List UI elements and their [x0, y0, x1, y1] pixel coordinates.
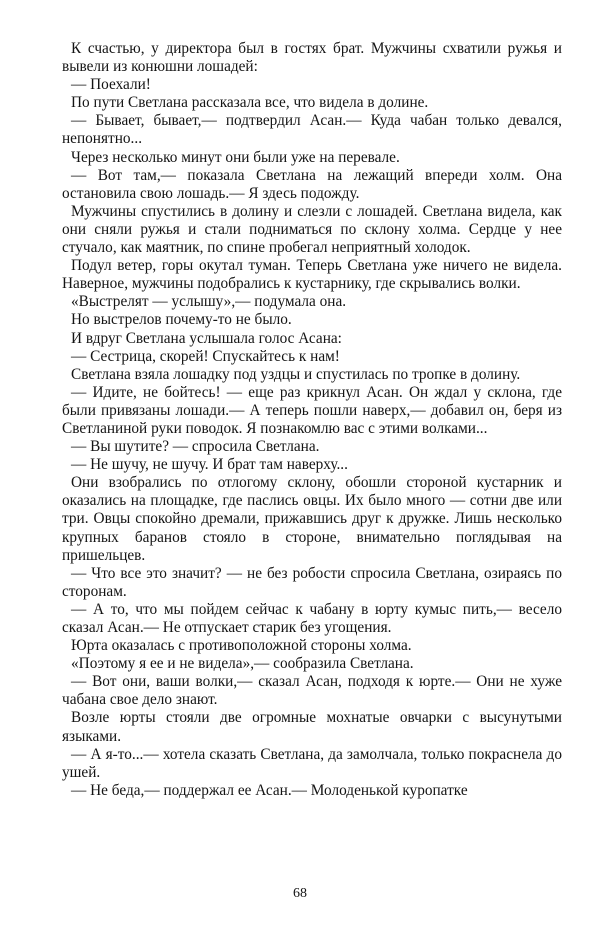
- paragraph: — А я-то...— хотела сказать Светлана, да замолчала, только покраснела до ушей.: [62, 745, 562, 781]
- paragraph: Юрта оказалась с противоположной стороны холма.: [71, 637, 412, 655]
- paragraph: — Не шучу, не шучу. И брат там наверху...: [71, 456, 348, 474]
- text-column: [62, 40, 562, 800]
- paragraph: — Поехали!: [71, 76, 151, 94]
- paragraph: — Вы шутите? — спросила Светлана.: [71, 438, 320, 456]
- paragraph: Они взобрались по отлогому склону, обошли стороной кустарник и оказались на площадке, где паслись овцы. Их было много — сотни две или три. Овцы спокойно дремали, прижавшись друг к дружке. Лишь несколько крупных баранов стояло в стороне, внимательно поглядывая на пришельцев.: [62, 474, 562, 564]
- paragraph: — А то, что мы пойдем сейчас к чабану в юрту кумыс пить,— весело сказал Асан.— Не отпускает старик без угощения.: [62, 600, 562, 636]
- paragraph: «Поэтому я ее и не видела»,— сообразила Светлана.: [71, 655, 414, 673]
- page-number: 68: [293, 886, 307, 901]
- paragraph: «Выстрелят — услышу»,— подумала она.: [71, 293, 347, 311]
- paragraph: Светлана взяла лошадку под уздцы и спустилась по тропке в долину.: [71, 365, 521, 383]
- paragraph: Возле юрты стояли две огромные мохнатые овчарки с высунутыми языками.: [62, 709, 562, 745]
- paragraph: — Сестрица, скорей! Спускайтесь к нам!: [71, 347, 340, 365]
- paragraph: Но выстрелов почему-то не было.: [71, 311, 292, 329]
- paragraph: — Не беда,— поддержал ее Асан.— Молоденькой куропатке: [71, 781, 468, 799]
- paragraph: Подул ветер, горы окутал туман. Теперь Светлана уже ничего не видела. Наверное, мужчины подобрались к кустарнику, где скрывались волки.: [62, 257, 562, 293]
- paragraph: И вдруг Светлана услышала голос Асана:: [71, 329, 342, 347]
- paragraph: Мужчины спустились в долину и слезли с лошадей. Светлана видела, как они сняли ружья и стали подниматься по склону холма. Сердце у нее стучало, как маятник, по спине пробегал неприятный холодок.: [62, 202, 562, 257]
- paragraph: К счастью, у директора был в гостях брат. Мужчины схватили ружья и вывели из конюшни лошадей:: [62, 40, 562, 76]
- paragraph: По пути Светлана рассказала все, что видела в долине.: [71, 94, 429, 112]
- paragraph: — Вот они, ваши волки,— сказал Асан, подходя к юрте.— Они не хуже чабана свое дело знают.: [62, 673, 562, 709]
- paragraph: — Вот там,— показала Светлана на лежащий впереди холм. Она остановила свою лошадь.— Я здесь подожду.: [62, 166, 562, 202]
- paragraph: — Что все это значит? — не без робости спросила Светлана, озираясь по сторонам.: [62, 564, 562, 600]
- paragraph: Через несколько минут они были уже на перевале.: [71, 148, 400, 166]
- paragraph: — Бывает, бывает,— подтвердил Асан.— Куда чабан только девался, непонятно...: [62, 112, 562, 148]
- paragraph: — Идите, не бойтесь! — еще раз крикнул Асан. Он ждал у склона, где были привязаны лошади.— А теперь пошли наверх,— добавил он, беря из Светланиной руки поводок. Я познакомлю вас с этими волками...: [62, 383, 562, 437]
